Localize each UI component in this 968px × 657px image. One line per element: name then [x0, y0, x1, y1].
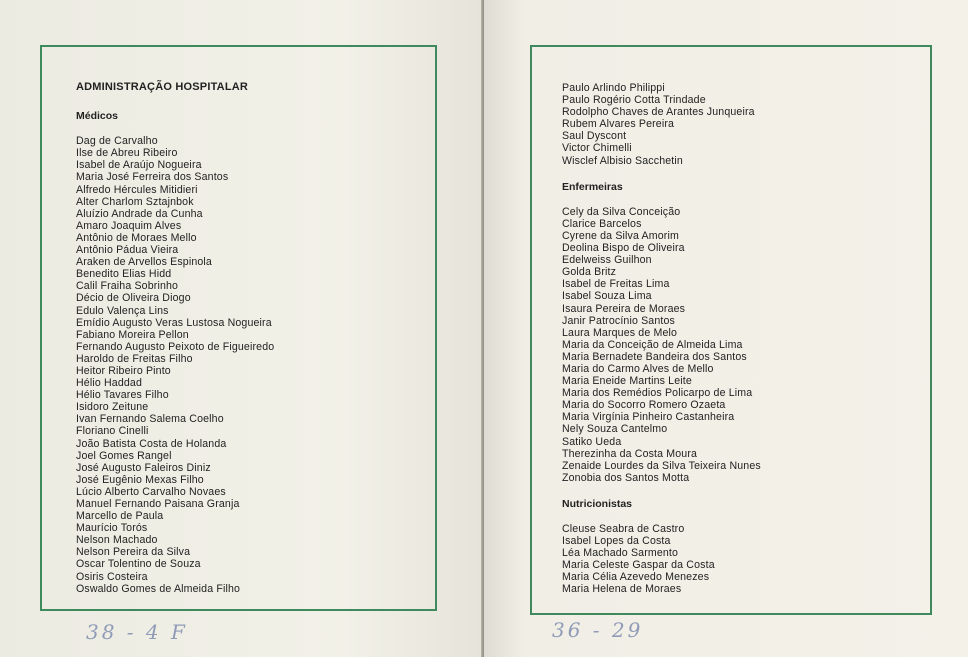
list-item: Maria Virgínia Pinheiro Castanheira — [562, 411, 735, 424]
list-item: Alfredo Hércules Mitidieri — [76, 183, 198, 196]
list-item: Calil Fraiha Sobrinho — [76, 280, 179, 293]
list-item: Maria Celeste Gaspar da Costa — [562, 559, 715, 572]
list-item: Manuel Fernando Paisana Granja — [76, 498, 240, 510]
nutricionistas-list — [562, 523, 761, 596]
list-item: Rubem Alvares Pereira — [562, 118, 675, 131]
list-item: Zonobia dos Santos Motta — [562, 471, 690, 484]
right-page — [484, 0, 968, 657]
list-item: Victor Chimelli — [562, 142, 632, 155]
right-page-border — [530, 45, 932, 615]
list-item: Amaro Joaquim Alves — [76, 219, 182, 232]
list-item: Lúcio Alberto Carvalho Novaes — [76, 485, 226, 498]
list-item: Maria da Conceição de Almeida Lima — [562, 338, 743, 351]
list-item: Haroldo de Freitas Filho — [76, 352, 193, 365]
enfermeiras-list — [562, 206, 761, 484]
left-page-border — [40, 45, 437, 611]
list-item: Hélio Tavares Filho — [76, 389, 169, 402]
list-item: Aluízio Andrade da Cunha — [76, 207, 203, 220]
list-item: João Batista Costa de Holanda — [76, 437, 227, 450]
list-item: Décio de Oliveira Diogo — [76, 292, 191, 305]
list-item: Maria Eneide Martins Leite — [562, 375, 692, 388]
list-item: Maria dos Remédios Policarpo de Lima — [562, 387, 753, 400]
medicos-list-continued — [562, 82, 761, 167]
list-item: Dag de Carvalho — [76, 135, 158, 148]
list-item: Isabel de Freitas Lima — [562, 278, 670, 291]
list-item: Edelweiss Guilhon — [562, 254, 652, 267]
list-item: Saul Dyscont — [562, 130, 627, 143]
list-item: Maria Célia Azevedo Menezes — [562, 571, 710, 584]
list-item: Isabel de Araújo Nogueira — [76, 159, 202, 172]
list-item: Edulo Valença Lins — [76, 304, 169, 317]
list-item: Paulo Arlindo Philippi — [562, 82, 665, 94]
list-item: Janir Patrocínio Santos — [562, 314, 675, 327]
list-item: Isabel Souza Lima — [562, 290, 652, 303]
list-item: Marcello de Paula — [76, 510, 164, 523]
list-item: Therezinha da Costa Moura — [562, 447, 698, 460]
list-item: Fabiano Moreira Pellon — [76, 328, 189, 341]
list-item: Maria do Carmo Alves de Mello — [562, 362, 714, 375]
list-item: Nelson Pereira da Silva — [76, 546, 191, 559]
list-item: José Augusto Faleiros Diniz — [76, 461, 211, 474]
list-item: Cely da Silva Conceição — [562, 205, 681, 218]
list-item: Fernando Augusto Peixoto de Figueiredo — [76, 340, 275, 353]
list-item: Emídio Augusto Veras Lustosa Nogueira — [76, 316, 272, 329]
right-page-content — [562, 82, 761, 596]
list-item: Isabel Lopes da Costa — [562, 535, 671, 548]
list-item: Isidoro Zeitune — [76, 401, 149, 414]
list-item: Antônio de Moraes Mello — [76, 231, 197, 244]
list-item: Maria José Ferreira dos Santos — [76, 171, 229, 184]
list-item: Clarice Barcelos — [562, 217, 642, 230]
left-page-content — [76, 81, 274, 595]
list-item: Laura Marques de Melo — [562, 326, 678, 339]
list-item: Maria Bernadete Bandeira dos Santos — [562, 350, 747, 363]
list-item: Zenaide Lourdes da Silva Teixeira Nunes — [562, 459, 761, 472]
medicos-list — [76, 135, 274, 595]
list-item: Wisclef Albisio Sacchetin — [562, 154, 683, 167]
list-item: Osiris Costeira — [76, 570, 148, 583]
list-item: Nelson Machado — [76, 534, 158, 547]
list-item: Isaura Pereira de Moraes — [562, 302, 686, 315]
list-item: Maria do Socorro Romero Ozaeta — [562, 399, 726, 412]
list-item: Golda Britz — [562, 266, 617, 279]
list-item: Alter Charlom Sztajnbok — [76, 195, 194, 208]
section-title-enfermeiras: Enfermeiras — [562, 180, 623, 193]
page-heading: ADMINISTRAÇÃO HOSPITALAR — [76, 81, 249, 93]
list-item: Paulo Rogério Cotta Trindade — [562, 94, 706, 107]
list-item: Ilse de Abreu Ribeiro — [76, 147, 178, 160]
list-item: Léa Machado Sarmento — [562, 547, 679, 560]
list-item: Hélio Haddad — [76, 377, 142, 390]
list-item: Oscar Tolentino de Souza — [76, 558, 201, 571]
list-item: Benedito Elias Hidd — [76, 268, 172, 281]
list-item: Antônio Pádua Vieira — [76, 244, 179, 257]
list-item: Floriano Cinelli — [76, 425, 149, 438]
section-title-medicos: Médicos — [76, 110, 119, 123]
list-item: Rodolpho Chaves de Arantes Junqueira — [562, 106, 755, 119]
list-item: Ivan Fernando Salema Coelho — [76, 413, 224, 426]
list-item: Cyrene da Silva Amorim — [562, 229, 679, 242]
list-item: Heitor Ribeiro Pinto — [76, 364, 171, 377]
list-item: Deolina Bispo de Oliveira — [562, 242, 685, 255]
list-item: Cleuse Seabra de Castro — [562, 523, 685, 535]
list-item: José Eugênio Mexas Filho — [76, 473, 204, 486]
handwritten-note-right: 36 - 29 — [552, 618, 644, 642]
list-item: Maria Helena de Moraes — [562, 583, 682, 596]
list-item: Maurício Torós — [76, 522, 148, 535]
list-item: Satiko Ueda — [562, 435, 622, 448]
section-title-nutricionistas: Nutricionistas — [562, 497, 633, 510]
list-item: Nely Souza Cantelmo — [562, 423, 668, 436]
list-item: Oswaldo Gomes de Almeida Filho — [76, 582, 241, 595]
handwritten-note-left: 38 - 4 F — [86, 620, 188, 644]
list-item: Joel Gomes Rangel — [76, 449, 172, 462]
list-item: Araken de Arvellos Espinola — [76, 256, 212, 269]
